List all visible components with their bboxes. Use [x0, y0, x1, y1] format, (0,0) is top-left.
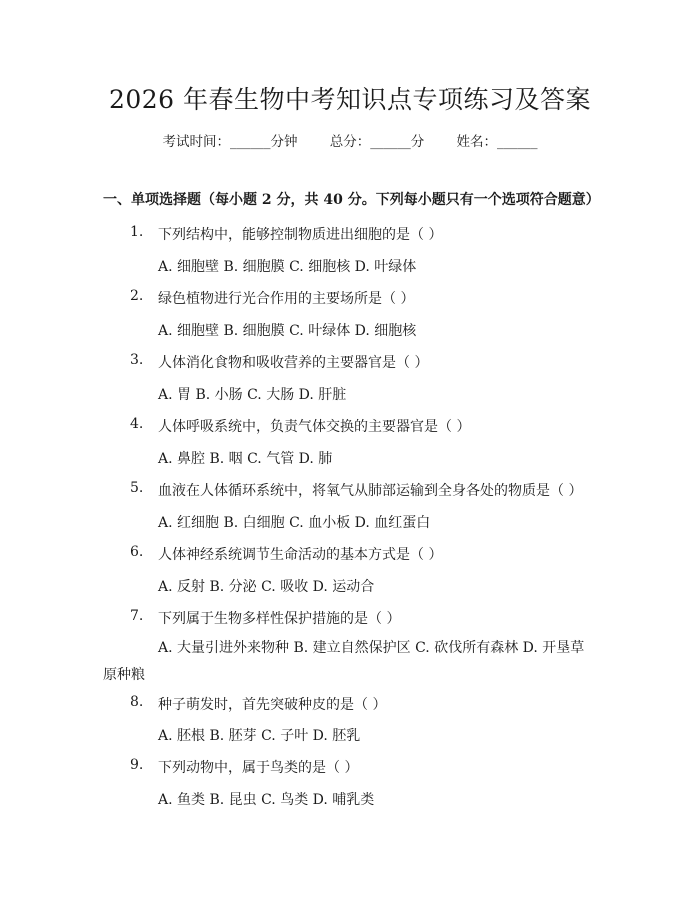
question-text: 人体呼吸系统中，负责气体交换的主要器官是（ ）	[158, 419, 471, 435]
question-text: 血液在人体循环系统中，将氧气从肺部运输到全身各处的物质是（ ）	[158, 483, 583, 499]
question-text: 下列属于生物多样性保护措施的是（ ）	[158, 611, 401, 627]
page-title: 2026 年春生物中考知识点专项练习及答案	[108, 85, 592, 114]
exam-time-blank: ______分钟	[229, 134, 298, 150]
student-name-label: 姓名：	[456, 134, 498, 150]
total-score-label: 总分：	[329, 134, 371, 150]
question-9-options: A. 鱼类 B. 昆虫 C. 鸟类 D. 哺乳类	[158, 792, 375, 808]
question-number: 4.	[130, 416, 144, 432]
question-number: 8.	[130, 694, 144, 710]
question-2-options: A. 细胞壁 B. 细胞膜 C. 叶绿体 D. 细胞核	[158, 323, 417, 339]
question-number: 5.	[130, 480, 144, 496]
question-text: 下列结构中，能够控制物质进出细胞的是（ ）	[158, 227, 443, 243]
question-5-options: A. 红细胞 B. 白细胞 C. 血小板 D. 血红蛋白	[158, 515, 431, 531]
question-1-options: A. 细胞壁 B. 细胞膜 C. 细胞核 D. 叶绿体	[158, 259, 417, 275]
question-8-options: A. 胚根 B. 胚芽 C. 子叶 D. 胚乳	[158, 728, 361, 744]
total-score-blank: ______分	[370, 134, 425, 150]
section-heading: 一、单项选择题（每小题 2 分，共 40 分。下列每小题只有一个选项符合题意）	[103, 192, 600, 208]
question-3-options: A. 胃 B. 小肠 C. 大肠 D. 肝脏	[158, 387, 347, 403]
question-7-options: A. 大量引进外来物种 B. 建立自然保护区 C. 砍伐所有森林 D. 开垦草原种粮	[103, 640, 585, 683]
question-number: 6.	[130, 544, 144, 560]
question-number: 9.	[130, 757, 144, 773]
student-name-blank: ______	[497, 134, 538, 150]
question-6-options: A. 反射 B. 分泌 C. 吸收 D. 运动合	[158, 579, 375, 595]
question-4-options: A. 鼻腔 B. 咽 C. 气管 D. 肺	[158, 451, 333, 467]
question-text: 种子萌发时，首先突破种皮的是（ ）	[158, 697, 387, 713]
question-number: 7.	[130, 608, 144, 624]
question-text: 下列动物中，属于鸟类的是（ ）	[158, 760, 359, 776]
exam-time-label: 考试时间：	[162, 134, 230, 150]
question-text: 绿色植物进行光合作用的主要场所是（ ）	[158, 291, 415, 307]
question-text: 人体神经系统调节生命活动的基本方式是（ ）	[158, 547, 443, 563]
question-number: 1.	[130, 224, 144, 240]
question-number: 3.	[130, 352, 144, 368]
question-number: 2.	[130, 288, 144, 304]
question-text: 人体消化食物和吸收营养的主要器官是（ ）	[158, 355, 429, 371]
